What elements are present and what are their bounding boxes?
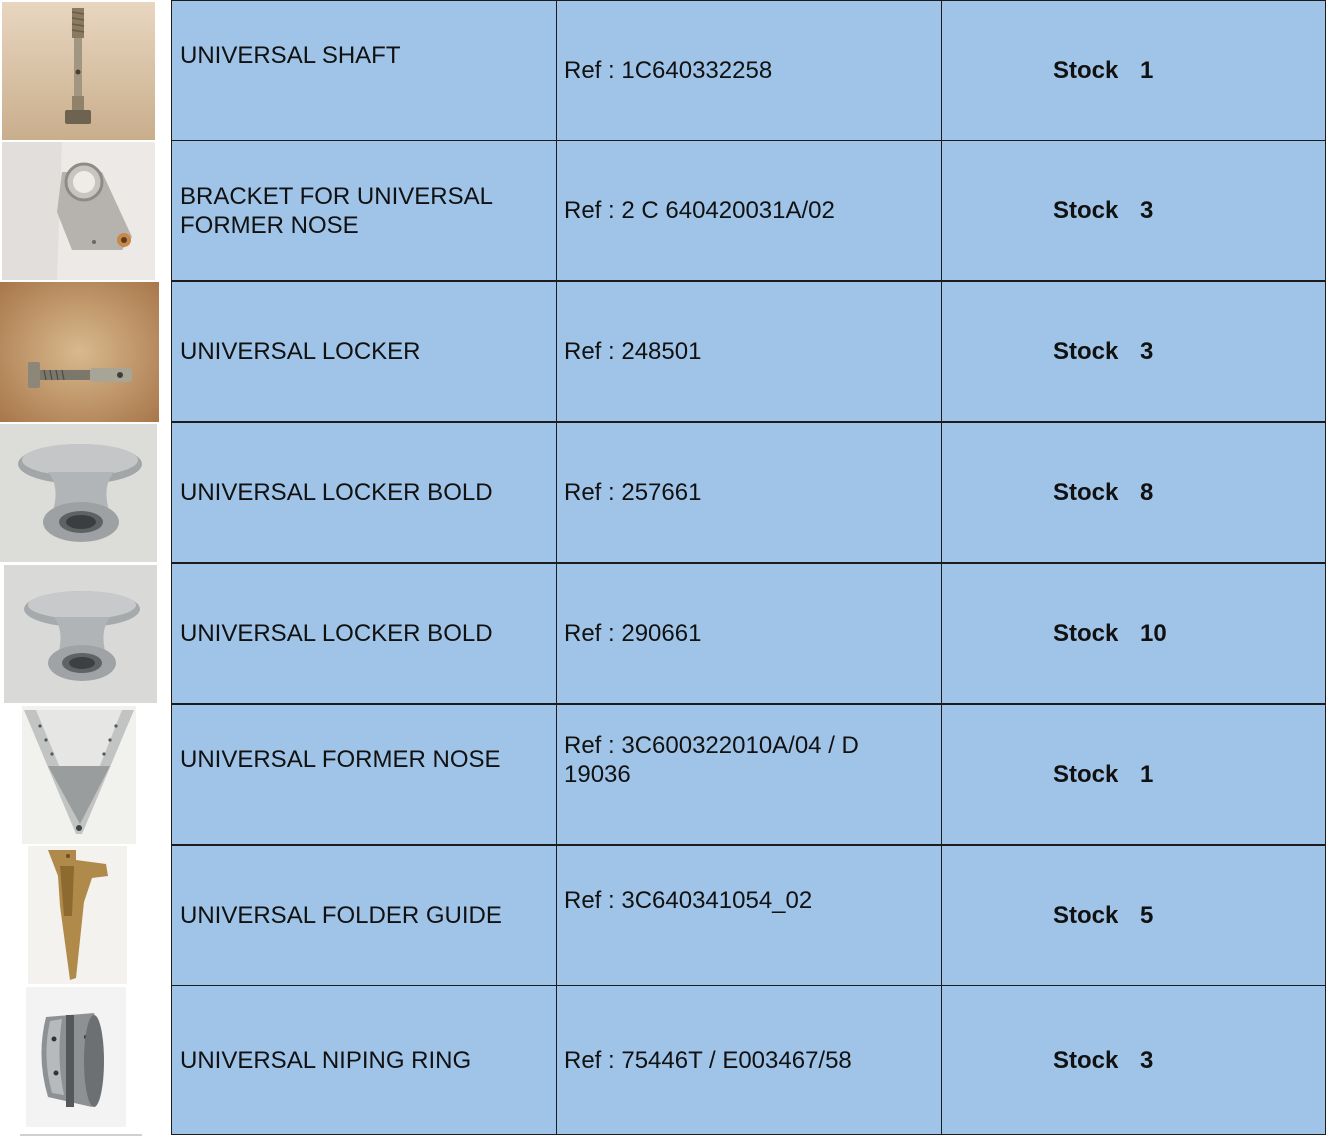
stock-cell [941, 422, 1326, 563]
part-ref-cell [556, 985, 942, 1135]
former-nose-photo-icon [22, 706, 136, 844]
part-name-cell [171, 563, 557, 704]
stock-label: Stock [1053, 1046, 1119, 1074]
stock-label: Stock [1053, 620, 1119, 647]
photo-divider [20, 1134, 142, 1136]
stock-value: 1 [1140, 57, 1154, 84]
part-name-cell [171, 704, 557, 845]
part-ref: Ref : 3C640341054_02 [564, 887, 813, 914]
locker-bold-photo-icon [4, 565, 157, 703]
part-name: UNIVERSAL FORMER NOSE [180, 746, 501, 773]
stock-value: 10 [1140, 620, 1167, 647]
table-row [171, 0, 1326, 141]
stock-value: 3 [1140, 197, 1154, 224]
part-ref-cell [556, 845, 942, 986]
part-ref-cell [556, 563, 942, 704]
part-ref-cell [556, 0, 942, 141]
part-ref: Ref : 290661 [564, 620, 702, 647]
part-ref: Ref : 1C640332258 [564, 57, 773, 84]
stock-label: Stock [1053, 57, 1119, 84]
part-ref-cell [556, 704, 942, 845]
product-photos [0, 0, 170, 1140]
part-ref: Ref : 2 C 640420031A/02 [564, 197, 835, 224]
part-name-cell [171, 422, 557, 563]
part-name: UNIVERSAL SHAFT [180, 42, 401, 69]
shaft-photo-icon [2, 2, 155, 140]
part-ref: Ref : 75446T / E003467/58 [564, 1046, 852, 1074]
table-row [171, 845, 1326, 986]
stock-label: Stock [1053, 197, 1119, 224]
part-name-cell [171, 845, 557, 986]
part-ref: Ref : 3C600322010A/04 / D 19036 [564, 731, 859, 788]
locker-photo-icon [0, 282, 159, 422]
stock-value: 3 [1140, 1046, 1154, 1074]
stock-value: 5 [1140, 902, 1154, 929]
part-name-cell [171, 0, 557, 141]
part-ref: Ref : 257661 [564, 479, 702, 506]
stock-value: 8 [1140, 479, 1154, 506]
stock-cell [941, 845, 1326, 986]
stock-cell [941, 563, 1326, 704]
part-ref-cell [556, 140, 942, 281]
stock-label: Stock [1053, 338, 1119, 365]
part-ref: Ref : 248501 [564, 338, 702, 365]
parts-table [171, 0, 1326, 1135]
stock-label: Stock [1053, 761, 1119, 788]
table-row [171, 140, 1326, 281]
table-row [171, 985, 1326, 1135]
stock-cell [941, 985, 1326, 1135]
stock-value: 3 [1140, 338, 1154, 365]
part-name: BRACKET FOR UNIVERSAL FORMER NOSE [180, 182, 493, 239]
part-name: UNIVERSAL LOCKER BOLD [180, 620, 493, 647]
part-name: UNIVERSAL FOLDER GUIDE [180, 902, 502, 929]
table-row [171, 704, 1326, 845]
stock-cell [941, 140, 1326, 281]
part-name: UNIVERSAL LOCKER [180, 338, 421, 365]
bracket-photo-icon [2, 142, 155, 280]
part-name: UNIVERSAL LOCKER BOLD [180, 479, 493, 506]
part-name-cell [171, 281, 557, 422]
part-name-cell [171, 140, 557, 281]
stock-value: 1 [1140, 761, 1154, 788]
part-ref-cell [556, 281, 942, 422]
stock-cell [941, 704, 1326, 845]
folder-guide-photo-icon [28, 846, 127, 984]
stock-cell [941, 0, 1326, 141]
table-row [171, 422, 1326, 563]
stock-label: Stock [1053, 902, 1119, 929]
stock-cell [941, 281, 1326, 422]
part-ref-cell [556, 422, 942, 563]
locker-bold-photo-icon [0, 424, 157, 562]
table-row [171, 563, 1326, 704]
table-row [171, 281, 1326, 422]
part-name-cell [171, 985, 557, 1135]
stock-label: Stock [1053, 479, 1119, 506]
part-name: UNIVERSAL NIPING RING [180, 1046, 472, 1074]
niping-ring-photo-icon [26, 987, 126, 1127]
